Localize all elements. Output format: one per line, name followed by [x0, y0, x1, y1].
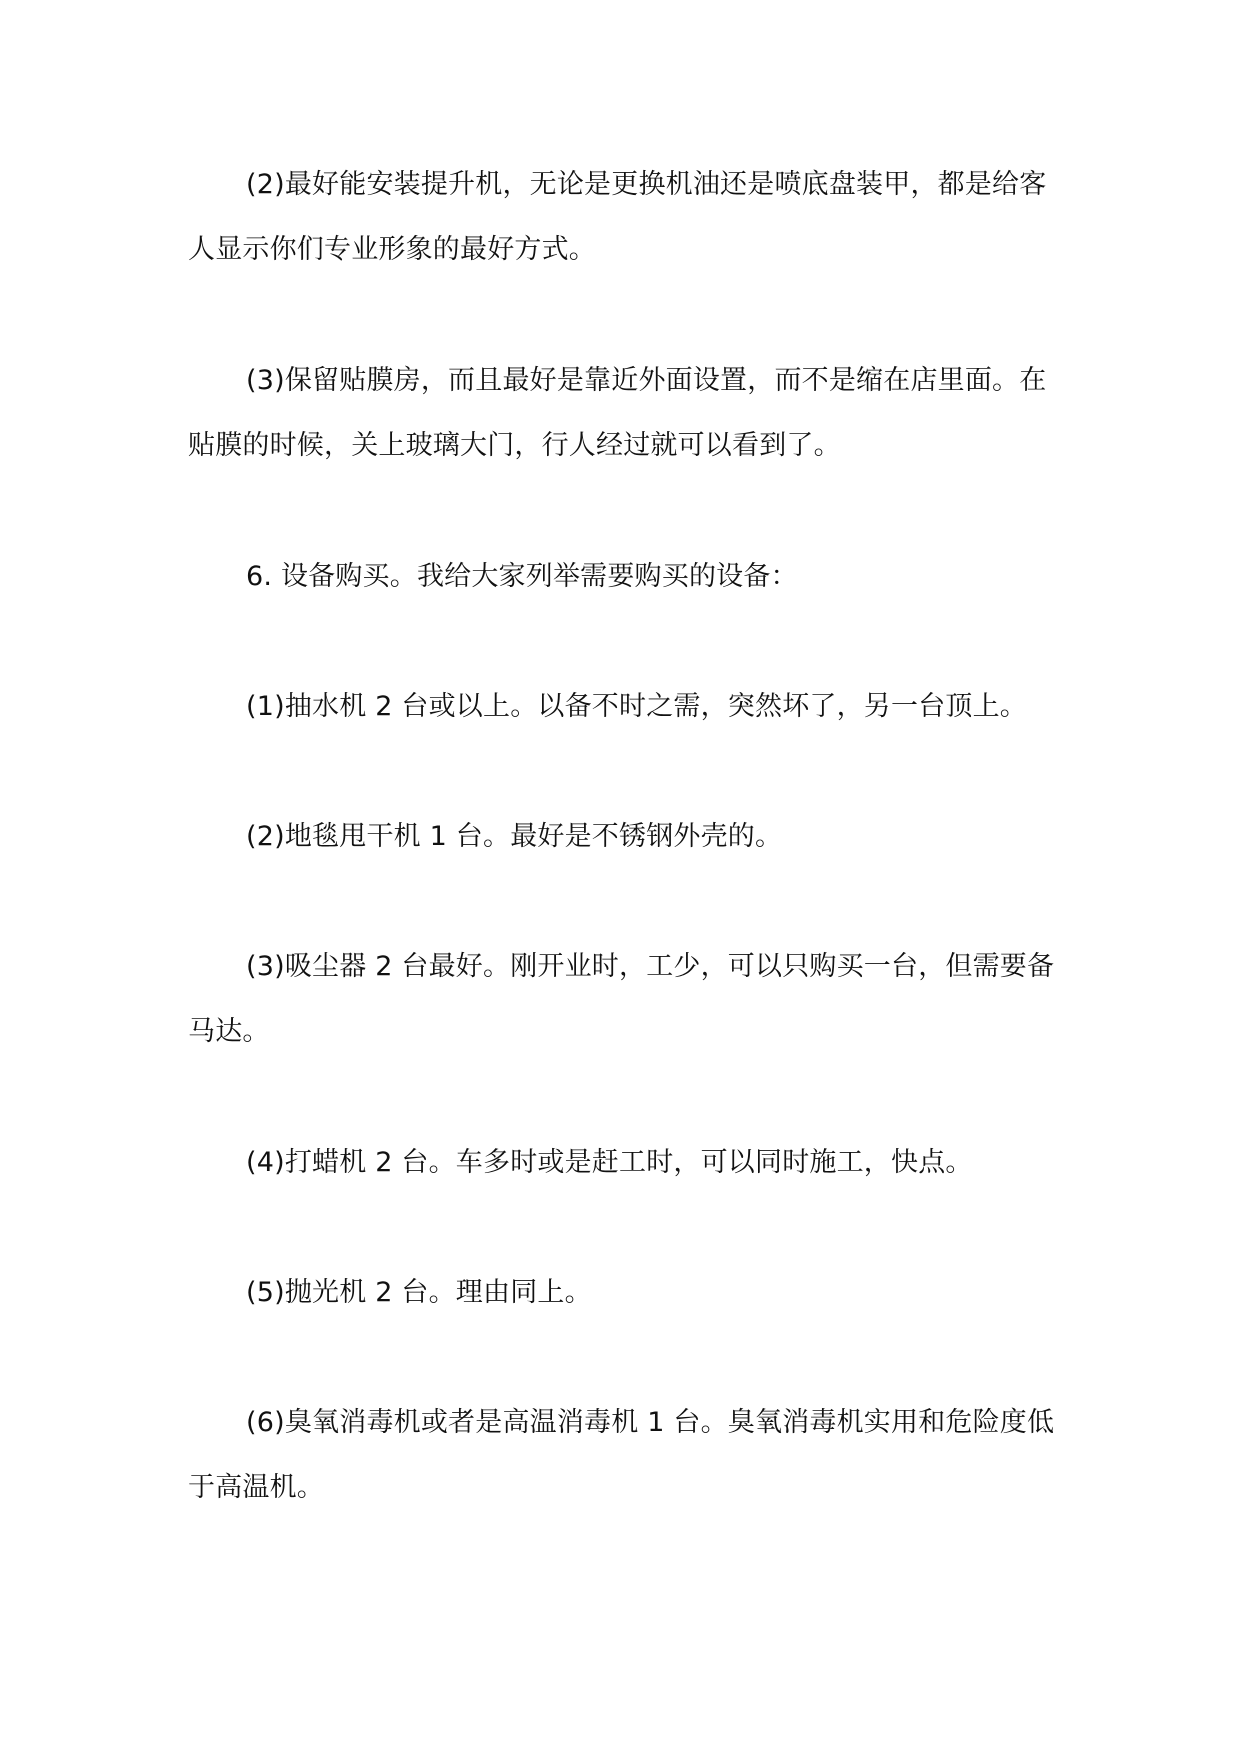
paragraph-disinfection-machine: (6)臭氧消毒机或者是高温消毒机 1 台。臭氧消毒机实用和危险度低于高温机。 — [188, 1407, 1055, 1503]
paragraph-waxing-machine: (4)打蜡机 2 台。车多时或是赶工时，可以同时施工，快点。 — [246, 1147, 973, 1178]
paragraph-lift-installation: (2)最好能安装提升机，无论是更换机油还是喷底盘装甲，都是给客人显示你们专业形象的最好方式。 — [188, 169, 1047, 265]
paragraph-vacuum-cleaner: (3)吸尘器 2 台最好。刚开业时，工少，可以只购买一台，但需要备马达。 — [188, 951, 1055, 1047]
paragraph-equipment-heading: 6. 设备购买。我给大家列举需要购买的设备： — [246, 561, 798, 592]
paragraph-water-pump: (1)抽水机 2 台或以上。以备不时之需，突然坏了，另一台顶上。 — [246, 691, 1027, 722]
paragraph-film-room: (3)保留贴膜房，而且最好是靠近外面设置，而不是缩在店里面。在贴膜的时候，关上玻璃大门，行人经过就可以看到了。 — [188, 365, 1047, 461]
paragraph-polishing-machine: (5)抛光机 2 台。理由同上。 — [246, 1277, 592, 1308]
paragraph-carpet-dryer: (2)地毯甩干机 1 台。最好是不锈钢外壳的。 — [246, 821, 783, 852]
